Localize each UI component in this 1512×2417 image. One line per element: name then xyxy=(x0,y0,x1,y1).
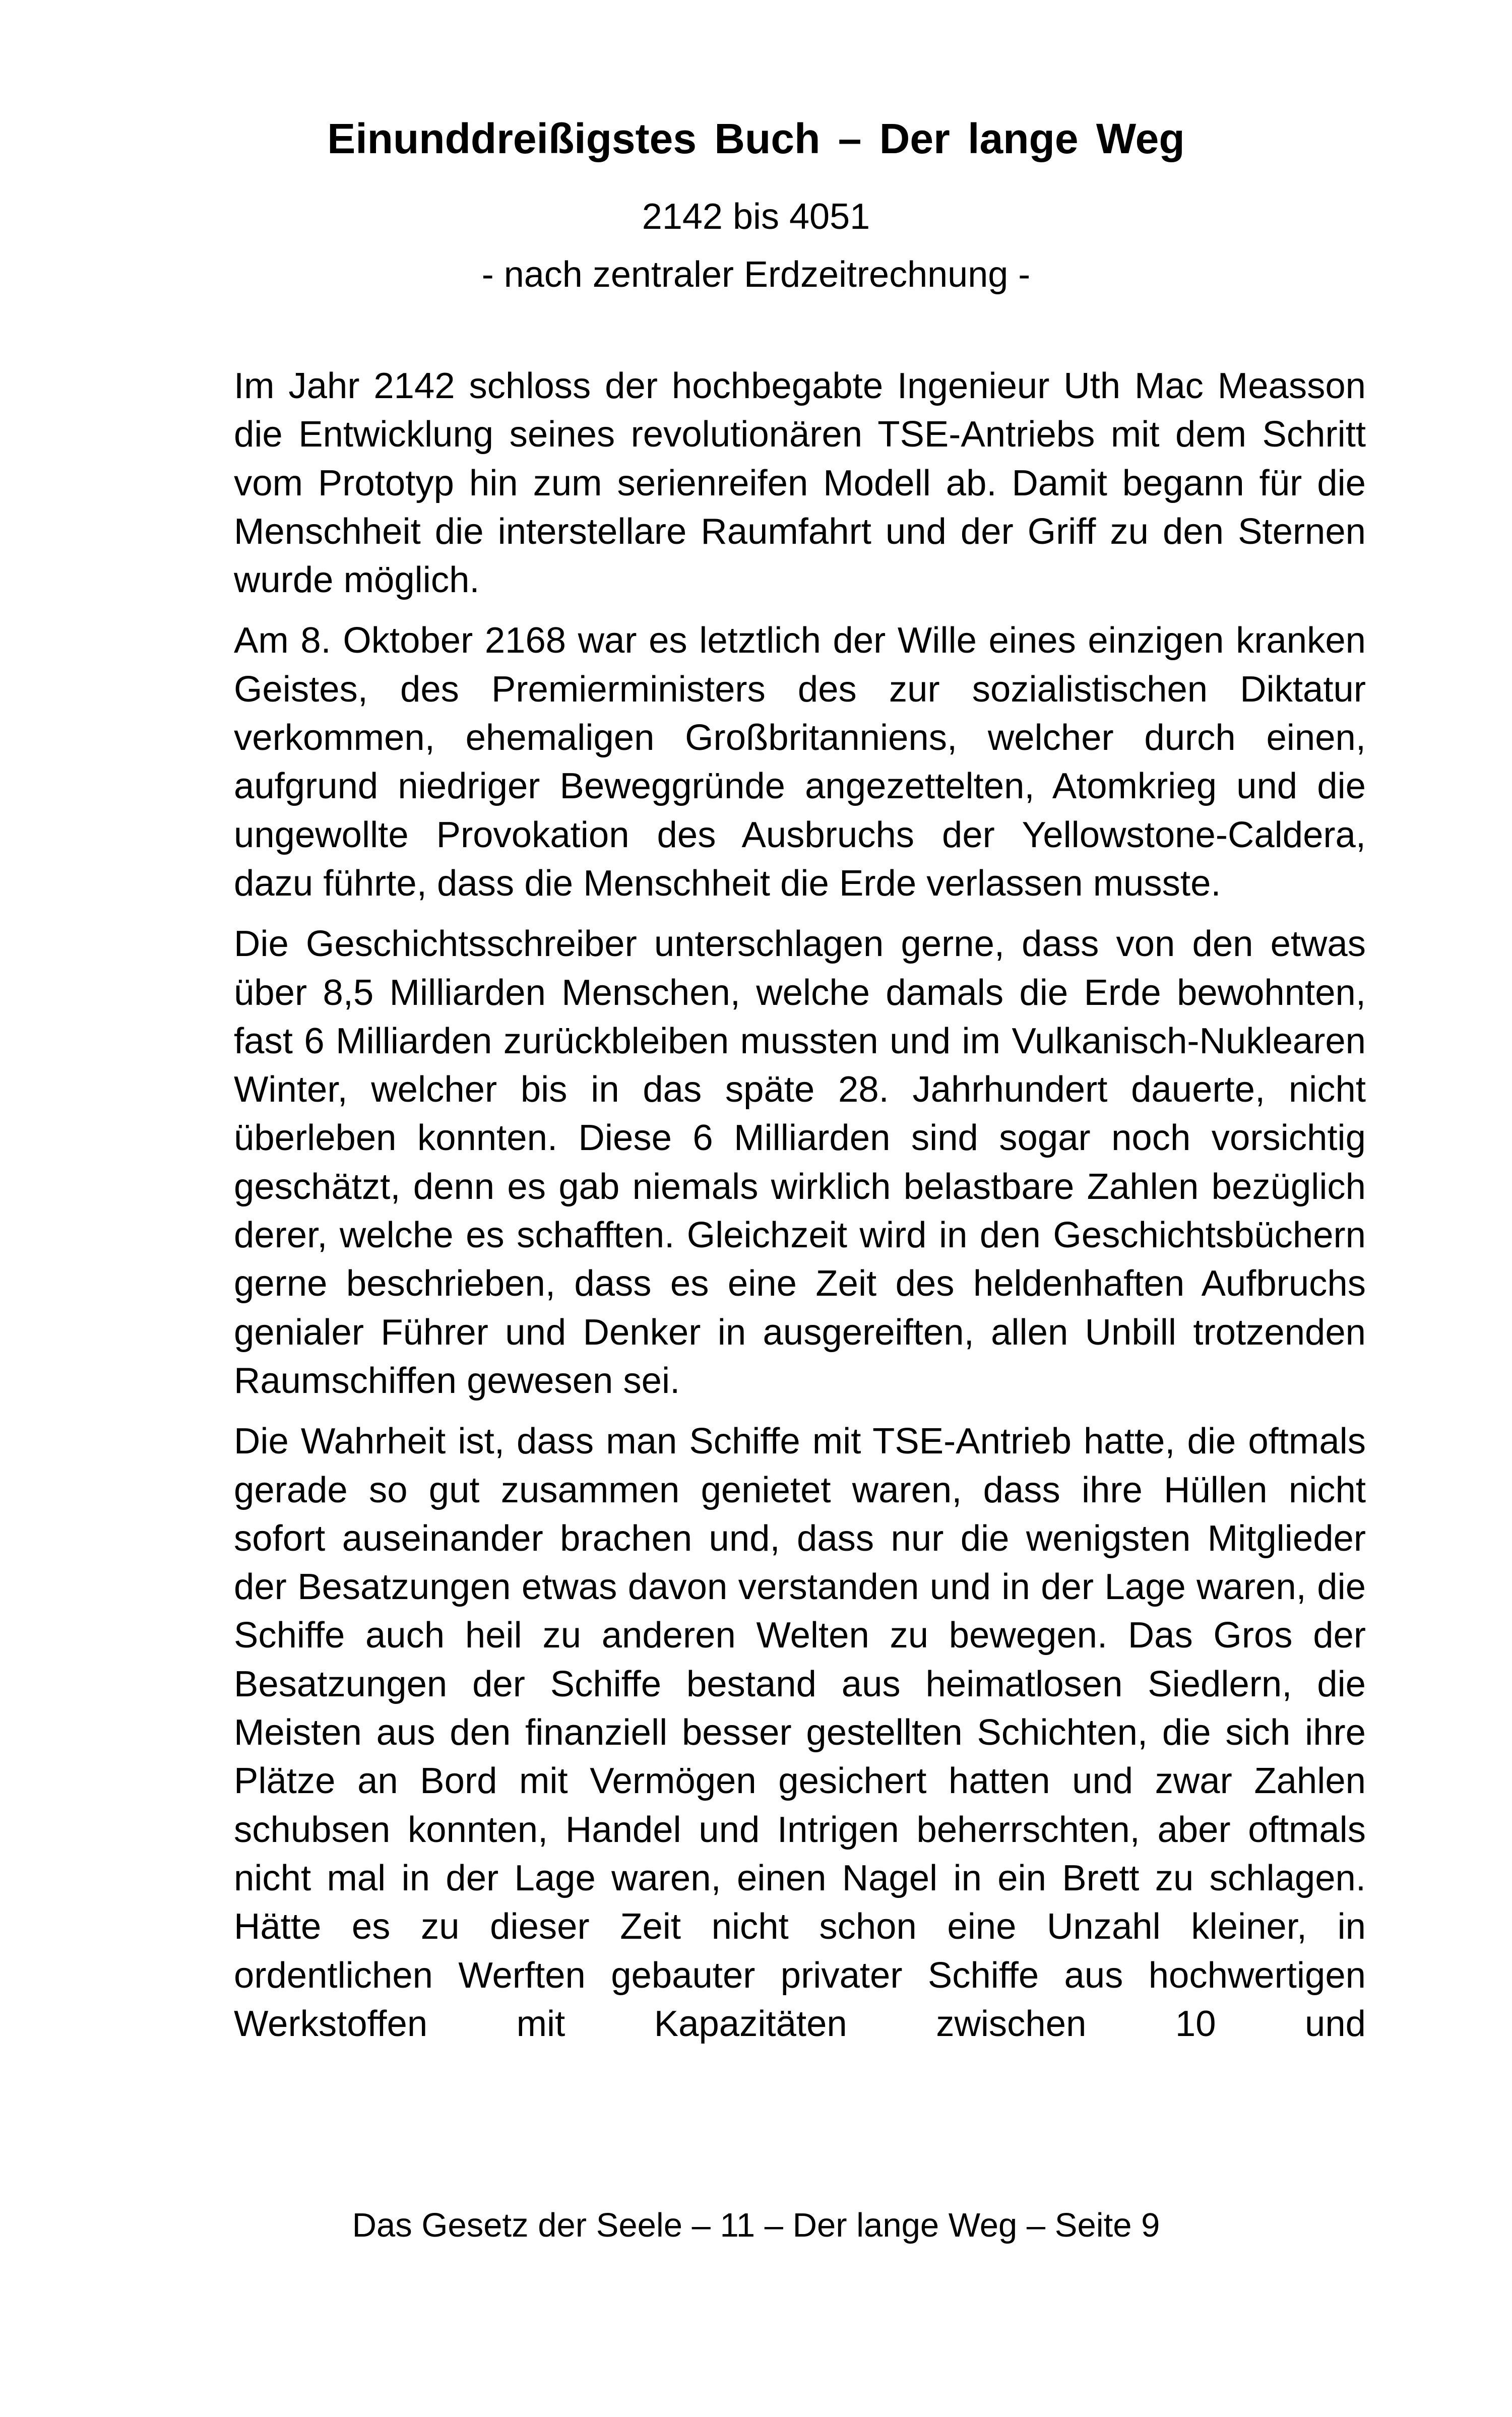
chapter-title: Einunddreißigstes Buch – Der lange Weg xyxy=(327,115,1185,162)
paragraph-1: Im Jahr 2142 schloss der hochbegabte Ingenieur Uth Mac Measson die Entwicklung seines revolutionären TSE-Antriebs mit dem Schritt vom Prototyp hin zum serienreifen Modell ab. Damit begann für die Menschheit die interstellare Raumfahrt und der Griff zu den Sternen wurde möglich. xyxy=(234,365,1366,601)
page-footer: Das Gesetz der Seele – 11 – Der lange Weg – Seite 9 xyxy=(352,2206,1160,2244)
paragraph-2: Am 8. Oktober 2168 war es letztlich der Wille eines einzigen kranken Geistes, des Premierministers des zur sozialistischen Diktatur verkommen, ehemaligen Großbritanniens, welcher durch einen, aufgrund niedriger Beweggründe angezettelten, Atomkrieg und die ungewollte Provokation des Ausbruchs der Yellowstone-Caldera, dazu führte, dass die Menschheit die Erde verlassen musste. xyxy=(234,620,1366,904)
body-text xyxy=(234,362,1366,2060)
chapter-date-range: 2142 bis 4051 xyxy=(642,197,870,237)
paragraph-3: Die Geschichtsschreiber unterschlagen gerne, dass von den etwas über 8,5 Milliarden Menschen, welche damals die Erde bewohnten, fast 6 Milliarden zurückbleiben mussten und im Vulkanisch-Nuklearen Winter, welcher bis in das späte 28. Jahrhundert dauerte, nicht überleben konnten. Diese 6 Milliarden sind sogar noch vorsichtig geschätzt, denn es gab niemals wirklich belastbare Zahlen bezüglich derer, welche es schafften. Gleichzeit wird in den Geschichtsbüchern gerne beschrieben, dass es eine Zeit des heldenhaften Aufbruchs genialer Führer und Denker in ausgereiften, allen Unbill trotzenden Raumschiffen gewesen sei. xyxy=(234,923,1366,1401)
paragraph-4: Die Wahrheit ist, dass man Schiffe mit TSE-Antrieb hatte, die oftmals gerade so gut zusammen genietet waren, dass ihre Hüllen nicht sofort auseinander brachen und, dass nur die wenigsten Mitglieder der Besatzungen etwas davon verstanden und in der Lage waren, die Schiffe auch heil zu anderen Welten zu bewegen. Das Gros der Besatzungen der Schiffe bestand aus heimatlosen Siedlern, die Meisten aus den finanziell besser gestellten Schichten, die sich ihre Plätze an Bord mit Vermögen gesichert hatten und zwar Zahlen schubsen konnten, Handel und Intrigen beherrschten, aber oftmals nicht mal in der Lage waren, einen Nagel in ein Brett zu schlagen. Hätte es zu dieser Zeit nicht schon eine Unzahl kleiner, in ordentlichen Werften gebauter privater Schiffe aus hochwertigen Werkstoffen mit Kapazitäten zwischen 10 und xyxy=(234,1421,1366,2044)
chapter-era-note: - nach zentraler Erdzeitrechnung - xyxy=(481,255,1031,295)
